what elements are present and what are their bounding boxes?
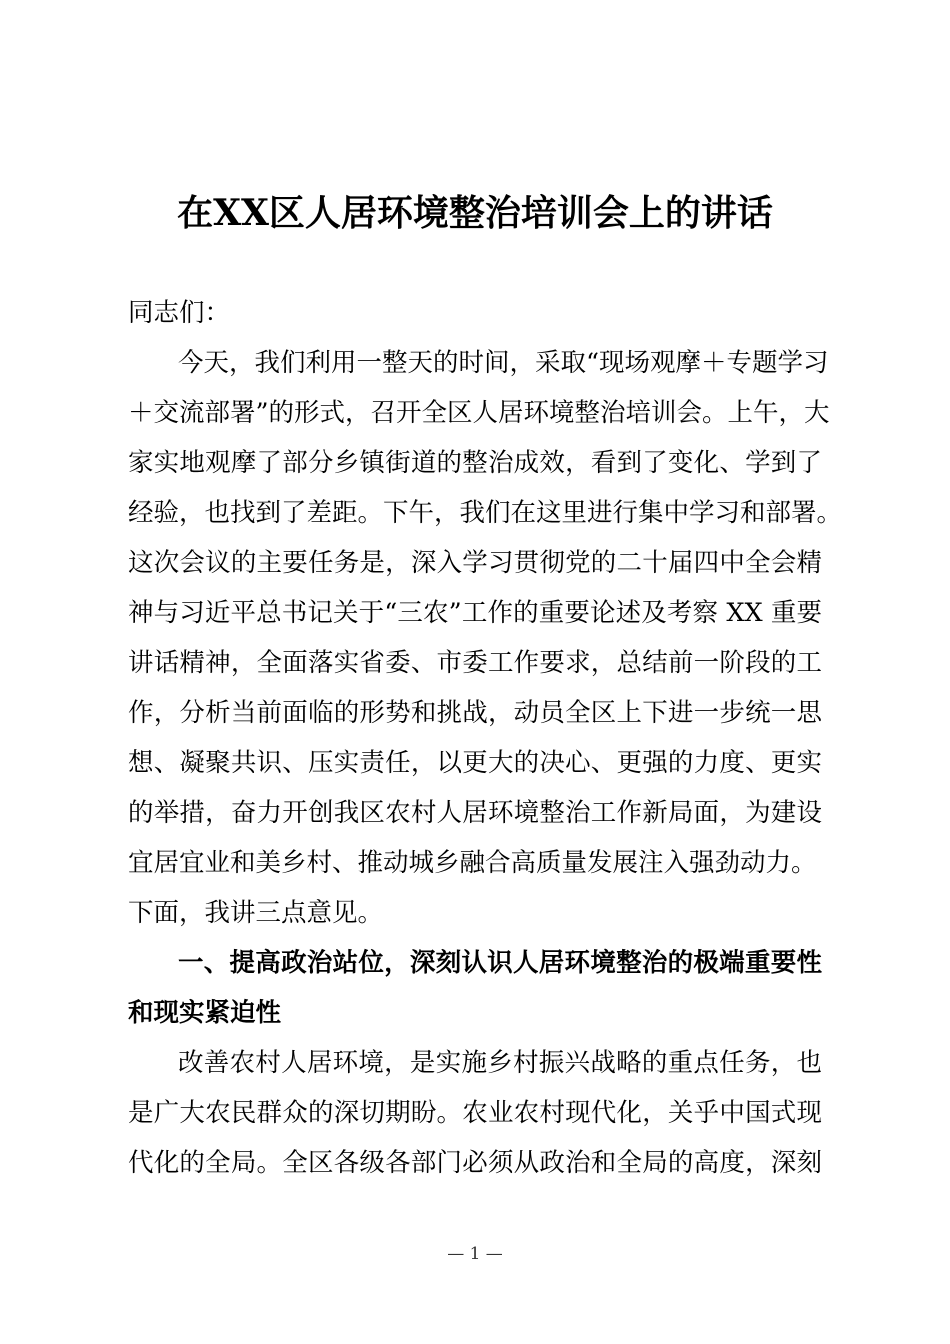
paragraph-line: 神与习近平总书记关于“三农”工作的重要论述及考察 XX 重要: [128, 598, 822, 628]
paragraph-line: 代化的全局。全区各级各部门必须从政治和全局的高度，深刻: [128, 1148, 822, 1178]
paragraph-line: 这次会议的主要任务是，深入学习贯彻党的二十届四中全会精: [128, 548, 822, 578]
paragraph-line: 的举措，奋力开创我区农村人居环境整治工作新局面，为建设: [128, 798, 822, 828]
section-heading-line: 一、提高政治站位，深刻认识人居环境整治的极端重要性: [178, 948, 822, 978]
paragraph-line: 经验，也找到了差距。下午，我们在这里进行集中学习和部署。: [128, 498, 843, 528]
paragraph-line: 是广大农民群众的深切期盼。农业农村现代化，关乎中国式现: [128, 1098, 822, 1128]
paragraph-line: 作，分析当前面临的形势和挑战，动员全区上下进一步统一思: [128, 698, 822, 728]
paragraph-line: 下面，我讲三点意见。: [128, 898, 384, 928]
paragraph-line: 宜居宜业和美乡村、推动城乡融合高质量发展注入强劲动力。: [128, 848, 817, 878]
section-heading-line: 和现实紧迫性: [128, 998, 282, 1028]
paragraph-line: ＋交流部署”的形式，召开全区人居环境整治培训会。上午，大: [128, 398, 830, 428]
document-title: 在XX区人居环境整治培训会上的讲话: [177, 192, 773, 234]
paragraph-line: 讲话精神，全面落实省委、市委工作要求，总结前一阶段的工: [128, 648, 822, 678]
salutation: 同志们：: [128, 298, 231, 328]
paragraph-line: 想、凝聚共识、压实责任，以更大的决心、更强的力度、更实: [128, 748, 822, 778]
paragraph-line: 今天，我们利用一整天的时间，采取“现场观摩＋专题学习: [178, 348, 829, 378]
page-number: — 1 —: [447, 1244, 503, 1264]
paragraph-line: 家实地观摩了部分乡镇街道的整治成效，看到了变化、学到了: [128, 448, 822, 478]
paragraph-line: 改善农村人居环境，是实施乡村振兴战略的重点任务，也: [178, 1048, 822, 1078]
